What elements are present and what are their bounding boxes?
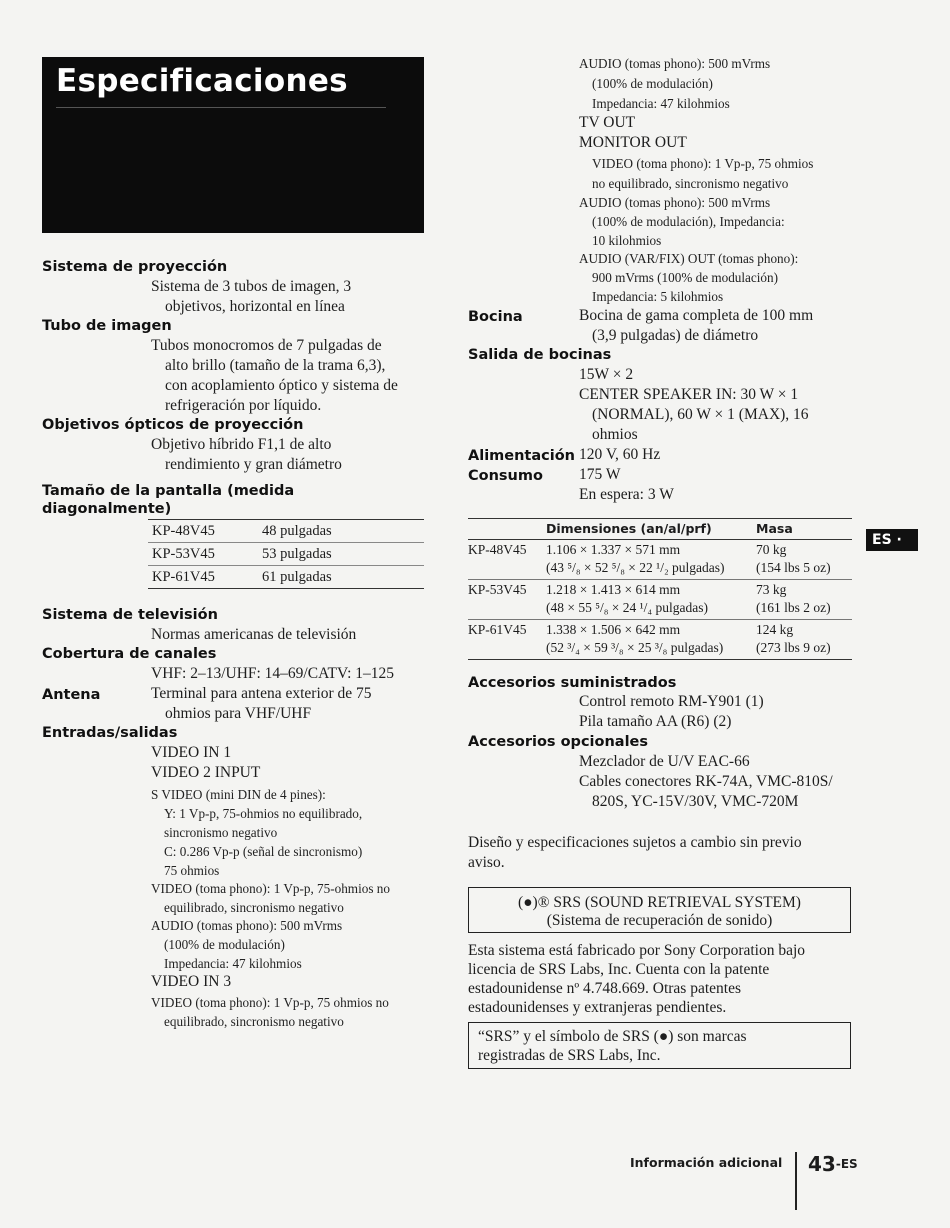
mass-cell (756, 581, 852, 617)
srs-text-2: licencia de SRS Labs, Inc. Cuenta con la patente (468, 961, 770, 978)
dimensions-in: (48 × 55 ⁵/₈ × 24 ¹/₄ pulgadas) (546, 600, 708, 615)
tv-out: TV OUT (579, 114, 636, 131)
r-audio-1: AUDIO (tomas phono): 500 mVrms (579, 56, 771, 71)
c-line-1: C: 0.286 Vp-p (señal de sincronismo) (164, 844, 363, 859)
salida-line-4: ohmios (592, 426, 638, 443)
trademark-line-2: registradas de SRS Labs, Inc. (478, 1047, 661, 1064)
bocina-line-1: Bocina de gama completa de 100 mm (579, 307, 814, 324)
acc-opc-line-1: Mezclador de U/V EAC-66 (579, 753, 750, 770)
dimensions-table (468, 518, 852, 660)
table-header (468, 519, 852, 540)
model-cell: KP-61V45 (152, 569, 215, 585)
model-cell: KP-48V45 (152, 523, 215, 539)
table-row (468, 619, 852, 659)
heading-salida: Salida de bocinas (468, 347, 612, 363)
acc-opc-line-2: Cables conectores RK-74A, VMC-810S/ (579, 773, 833, 790)
video-phono-1: VIDEO (toma phono): 1 Vp-p, 75-ohmios no (151, 881, 390, 896)
srs-box-line-2: (Sistema de recuperación de sonido) (546, 912, 773, 929)
salida-line-2: CENTER SPEAKER IN: 30 W × 1 (579, 386, 799, 403)
y-line-1: Y: 1 Vp-p, 75-ohmios no equilibrado, (164, 806, 363, 821)
dimensions-in: (43 ⁵/₈ × 52 ⁵/₈ × 22 ¹/₂ pulgadas) (546, 560, 725, 575)
mass-kg: 70 kg (756, 542, 787, 557)
heading-television: Sistema de televisión (42, 607, 218, 623)
mass-kg: 124 kg (756, 622, 794, 637)
mo-video-2: no equilibrado, sincronismo negativo (592, 176, 789, 191)
heading-entradas: Entradas/salidas (42, 725, 178, 741)
trademark-box (468, 1022, 851, 1069)
salida-line-1: 15W × 2 (579, 366, 634, 383)
r-audio-3: Impedancia: 47 kilohmios (592, 96, 730, 111)
consumo-value: 175 W (579, 466, 621, 483)
acc-sum-line-2: Pila tamaño AA (R6) (2) (579, 713, 732, 730)
dimensions-mm: 1.218 × 1.413 × 614 mm (546, 582, 681, 597)
page-number-suffix: -ES (835, 1157, 858, 1171)
srs-box-line-1: (●)® SRS (SOUND RETRIEVAL SYSTEM) (518, 894, 801, 911)
mass-lbs: (154 lbs 5 oz) (756, 560, 831, 575)
var-line-2: 900 mVrms (100% de modulación) (592, 270, 778, 285)
model-cell: KP-48V45 (468, 542, 527, 557)
acc-sum-line-1: Control remoto RM-Y901 (1) (579, 693, 764, 710)
heading-alimentacion: Alimentación (468, 448, 575, 464)
v3-line-1: VIDEO (toma phono): 1 Vp-p, 75 ohmios no (151, 995, 389, 1010)
objetivos-line-1: Objetivo híbrido F1,1 de alto (151, 436, 332, 453)
tubo-line-4: refrigeración por líquido. (165, 397, 322, 414)
table-row (468, 579, 852, 619)
heading-bocina: Bocina (468, 309, 523, 325)
video-in-1: VIDEO IN 1 (151, 744, 232, 761)
salida-line-3: (NORMAL), 60 W × 1 (MAX), 16 (592, 406, 809, 423)
y-line-2: sincronismo negativo (164, 825, 278, 840)
heading-canales: Cobertura de canales (42, 646, 217, 662)
size-cell: 53 pulgadas (262, 546, 332, 562)
model-cell: KP-61V45 (468, 622, 527, 637)
audio-line-1: AUDIO (tomas phono): 500 mVrms (151, 918, 343, 933)
video-2-input: VIDEO 2 INPUT (151, 764, 261, 781)
video-in-3: VIDEO IN 3 (151, 973, 232, 990)
page-number (808, 1152, 858, 1176)
proyeccion-line-2: objetivos, horizontal en línea (165, 298, 345, 315)
size-cell: 61 pulgadas (262, 569, 332, 585)
mass-lbs: (161 lbs 2 oz) (756, 600, 831, 615)
canales-line: VHF: 2–13/UHF: 14–69/CATV: 1–125 (151, 665, 394, 682)
antena-line-1: Terminal para antena exterior de 75 (151, 685, 372, 702)
mass-cell (756, 541, 852, 577)
table-row (148, 565, 424, 588)
table-row (148, 520, 424, 542)
var-line-3: Impedancia: 5 kilohmios (592, 289, 724, 304)
bocina-line-2: (3,9 pulgadas) de diámetro (592, 327, 759, 344)
dimensions-mm: 1.338 × 1.506 × 642 mm (546, 622, 681, 637)
srs-box (468, 887, 851, 933)
footer-section: Información adicional (630, 1155, 783, 1170)
dimensions-cell (546, 621, 756, 657)
model-cell: KP-53V45 (152, 546, 215, 562)
mo-audio-2: (100% de modulación), Impedancia: (592, 214, 785, 229)
antena-line-2: ohmios para VHF/UHF (165, 705, 312, 722)
var-line-1: AUDIO (VAR/FIX) OUT (tomas phono): (579, 251, 799, 266)
srs-text-4: estadounidenses y extranjeras pendientes. (468, 999, 727, 1016)
footer-separator (795, 1152, 797, 1210)
dimensions-mm: 1.106 × 1.337 × 571 mm (546, 542, 681, 557)
audio-line-2: (100% de modulación) (164, 937, 285, 952)
heading-consumo: Consumo (468, 468, 543, 484)
table-row (148, 542, 424, 565)
acc-opc-line-3: 820S, YC-15V/30V, VMC-720M (592, 793, 799, 810)
srs-text-3: estadounidense nº 4.748.669. Otras patentes (468, 980, 741, 997)
trademark-line-1: “SRS” y el símbolo de SRS (●) son marcas (478, 1028, 747, 1045)
s-video-line: S VIDEO (mini DIN de 4 pines): (151, 787, 326, 802)
page-title: Especificaciones (56, 63, 348, 99)
audio-line-3: Impedancia: 47 kilohmios (164, 956, 302, 971)
heading-proyeccion: Sistema de proyección (42, 259, 228, 275)
mass-header: Masa (756, 521, 793, 536)
mo-audio-3: 10 kilohmios (592, 233, 662, 248)
mass-kg: 73 kg (756, 582, 787, 597)
alimentacion-value: 120 V, 60 Hz (579, 446, 661, 463)
monitor-out: MONITOR OUT (579, 134, 687, 151)
dimensions-cell (546, 581, 756, 617)
television-line: Normas americanas de televisión (151, 626, 357, 643)
page-number-value: 43 (808, 1152, 836, 1176)
tubo-line-3: con acoplamiento óptico y sistema de (165, 377, 398, 394)
heading-pantalla-2: diagonalmente) (42, 501, 172, 517)
title-rule (56, 107, 386, 108)
dimensions-cell (546, 541, 756, 577)
proyeccion-line-1: Sistema de 3 tubos de imagen, 3 (151, 278, 352, 295)
table-row (468, 540, 852, 579)
dimensions-header: Dimensiones (an/al/prf) (546, 521, 712, 536)
tubo-line-1: Tubos monocromos de 7 pulgadas de (151, 337, 382, 354)
screen-size-table (148, 519, 424, 589)
size-cell: 48 pulgadas (262, 523, 332, 539)
video-phono-2: equilibrado, sincronismo negativo (164, 900, 344, 915)
v3-line-2: equilibrado, sincronismo negativo (164, 1014, 344, 1029)
tubo-line-2: alto brillo (tamaño de la trama 6,3), (165, 357, 386, 374)
heading-pantalla-1: Tamaño de la pantalla (medida (42, 483, 295, 499)
heading-tubo: Tubo de imagen (42, 318, 172, 334)
c-line-2: 75 ohmios (164, 863, 220, 878)
title-block (42, 57, 424, 233)
aviso-line-1: Diseño y especificaciones sujetos a cambio sin previo (468, 834, 802, 851)
r-audio-2: (100% de modulación) (592, 76, 713, 91)
mass-cell (756, 621, 852, 657)
language-tab: ES · (866, 529, 918, 551)
objetivos-line-2: rendimiento y gran diámetro (165, 456, 342, 473)
mo-audio-1: AUDIO (tomas phono): 500 mVrms (579, 195, 771, 210)
heading-objetivos: Objetivos ópticos de proyección (42, 417, 304, 433)
dimensions-in: (52 ³/₄ × 59 ³/₈ × 25 ³/₈ pulgadas) (546, 640, 724, 655)
heading-accesorios-opcionales: Accesorios opcionales (468, 734, 649, 750)
aviso-line-2: aviso. (468, 854, 505, 871)
srs-text-1: Esta sistema está fabricado por Sony Corporation bajo (468, 942, 806, 959)
mo-video-1: VIDEO (toma phono): 1 Vp-p, 75 ohmios (592, 156, 814, 171)
consumo-standby: En espera: 3 W (579, 486, 674, 503)
heading-accesorios-suministrados: Accesorios suministrados (468, 675, 677, 691)
model-cell: KP-53V45 (468, 582, 527, 597)
heading-antena: Antena (42, 687, 101, 703)
mass-lbs: (273 lbs 9 oz) (756, 640, 831, 655)
